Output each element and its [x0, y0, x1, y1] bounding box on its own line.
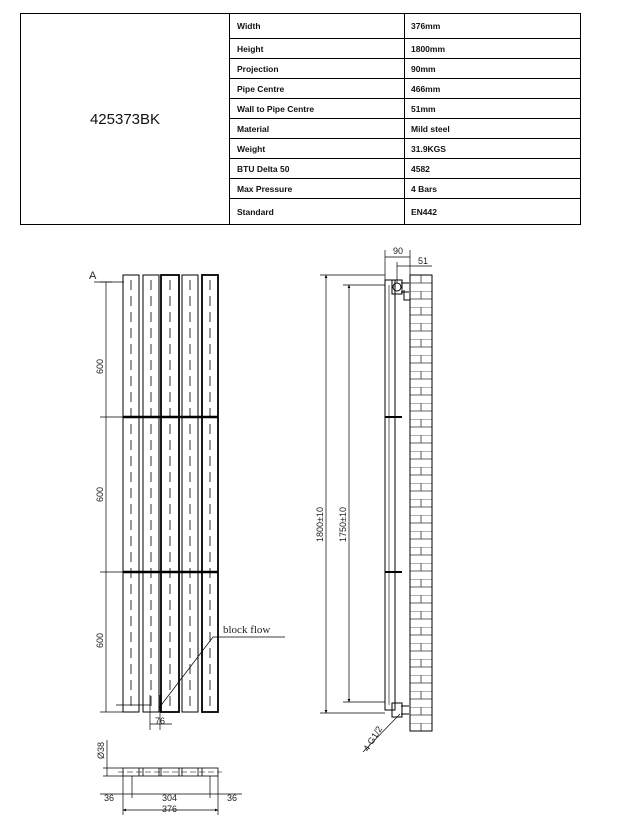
dim-600-mid: 600 — [95, 486, 105, 502]
spec-row-max-pressure — [230, 179, 580, 199]
dim-tube-diameter: Ø38 — [96, 741, 106, 759]
cross-bars — [123, 417, 218, 572]
datum-marker-label: A — [89, 270, 97, 282]
spec-key: Material — [237, 123, 270, 134]
spec-row-width — [230, 14, 580, 39]
dim-left-margin: 36 — [104, 793, 115, 803]
spec-row-btu — [230, 159, 580, 179]
spec-key: Standard — [237, 207, 274, 217]
bottom-view — [96, 740, 242, 815]
spec-value: 466mm — [411, 83, 441, 94]
spec-row-standard — [230, 199, 580, 225]
wall-brickwork — [410, 275, 432, 731]
side-height-dimensions — [320, 275, 385, 713]
dim-600-bot: 600 — [95, 632, 105, 648]
spec-value: Mild steel — [411, 123, 450, 134]
spec-key: Weight — [237, 143, 266, 154]
dim-600-top: 600 — [95, 358, 105, 374]
spec-row-projection — [230, 59, 580, 79]
product-code: 425373BK — [21, 14, 230, 224]
block-flow-leader — [159, 637, 285, 708]
dim-pipe-76: 76 — [155, 716, 166, 726]
spec-value: 31.9KGS — [411, 143, 446, 154]
spec-row-weight — [230, 139, 580, 159]
block-flow-label: block flow — [223, 624, 271, 636]
dim-wall-offset: 51 — [418, 256, 429, 266]
spec-value: 90mm — [411, 63, 436, 74]
dim-projection: 90 — [393, 246, 404, 256]
dim-inner-width: 304 — [162, 793, 178, 803]
spec-key: Width — [237, 21, 261, 31]
spec-value: 376mm — [411, 21, 441, 31]
spec-key: Projection — [237, 63, 279, 74]
radiator-body — [385, 280, 395, 710]
dim-right-margin: 36 — [227, 793, 238, 803]
spec-key: BTU Delta 50 — [237, 163, 290, 174]
spec-key: Wall to Pipe Centre — [237, 103, 315, 114]
radiator-tubes — [123, 275, 218, 712]
front-view — [89, 270, 285, 730]
spec-row-pipe-centre — [230, 79, 580, 99]
spec-row-wall-to-pipe — [230, 99, 580, 119]
spec-key: Max Pressure — [237, 183, 293, 194]
spec-value: 4582 — [411, 163, 430, 174]
spec-key: Pipe Centre — [237, 83, 285, 94]
spec-value: 51mm — [411, 103, 436, 114]
spec-table — [20, 13, 581, 225]
technical-drawing — [0, 230, 620, 835]
dim-total-width: 376 — [162, 804, 178, 814]
side-view — [315, 246, 432, 753]
spec-rows — [230, 14, 580, 225]
spec-value: 4 Bars — [411, 183, 437, 194]
dim-inner-height: 1750±10 — [338, 507, 348, 542]
spec-row-material — [230, 119, 580, 139]
spec-key: Height — [237, 43, 264, 54]
dim-overall-height: 1800±10 — [315, 507, 325, 542]
spec-row-height — [230, 39, 580, 59]
spec-value: 1800mm — [411, 43, 446, 54]
connection-label: 4-G1/2 — [361, 724, 385, 754]
spec-value: EN442 — [411, 207, 437, 217]
